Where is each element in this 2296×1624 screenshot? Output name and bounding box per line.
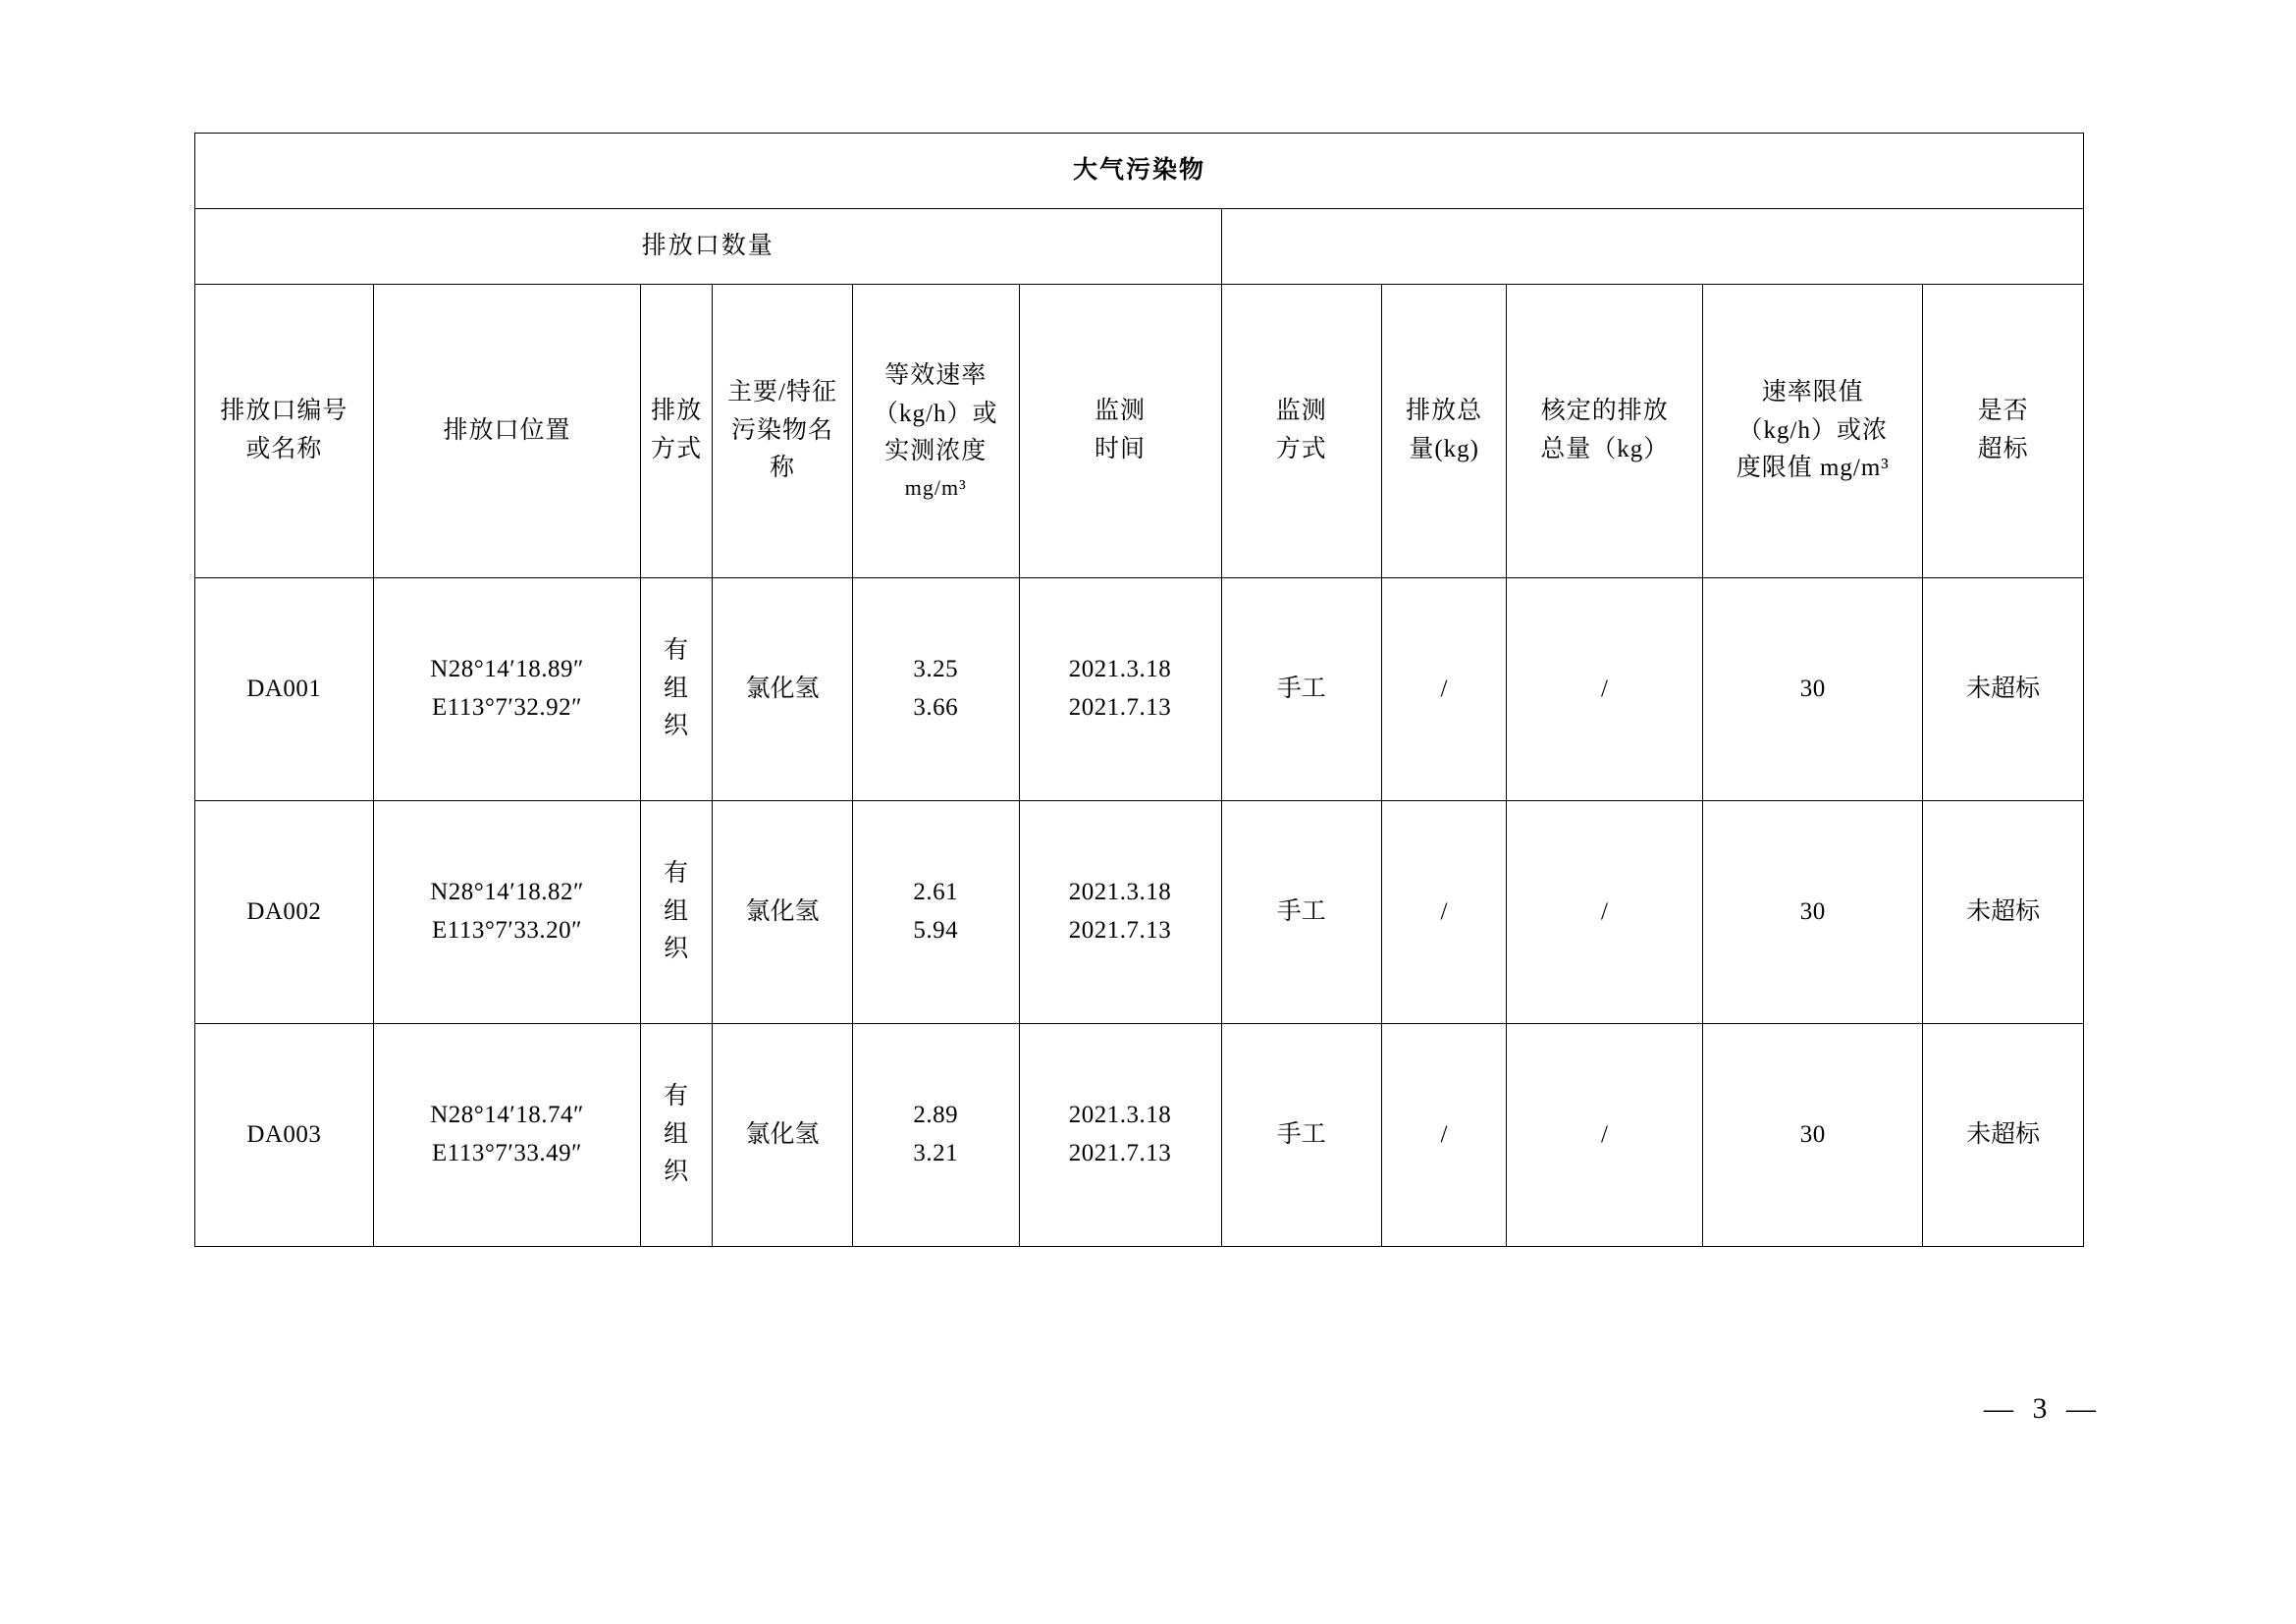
cell-discharge-method: [641, 801, 713, 1024]
header-pollutant-name-line1: 主要/特征: [727, 378, 837, 406]
outlet-count-label: 排放口数量: [195, 209, 1222, 285]
cell-times: [1019, 578, 1221, 801]
cell-value-1: 3.25: [913, 656, 959, 683]
page-number: — 3 —: [1984, 1392, 2102, 1425]
header-approved-total: [1507, 285, 1703, 578]
cell-discharge-method-c1: 有: [664, 636, 690, 664]
cell-pollutant: 氯化氢: [713, 1024, 853, 1247]
cell-limit: 30: [1703, 578, 1923, 801]
cell-pollutant: 氯化氢: [713, 801, 853, 1024]
header-outlet-code-line1: 排放口编号: [220, 398, 348, 425]
header-outlet-code-line2: 或名称: [245, 436, 323, 462]
header-discharge-method-line1: 排放: [651, 398, 703, 425]
header-exceed: [1923, 285, 2084, 578]
cell-value-1: 2.61: [913, 879, 959, 906]
cell-value-1: 2.89: [913, 1102, 959, 1129]
cell-limit: 30: [1703, 801, 1923, 1024]
cell-values: [852, 1024, 1019, 1247]
cell-monitor-method: 手工: [1221, 801, 1382, 1024]
cell-monitor-method: 手工: [1221, 578, 1382, 801]
cell-outlet-code: DA002: [195, 801, 374, 1024]
cell-pollutant: 氯化氢: [713, 578, 853, 801]
cell-exceed: 未超标: [1923, 1024, 2084, 1247]
cell-discharge-method: [641, 578, 713, 801]
header-exceed-line1: 是否: [1977, 398, 2029, 425]
header-monitor-time-line2: 时间: [1095, 436, 1147, 462]
cell-location: [373, 578, 641, 801]
cell-discharge-method-c3: 织: [664, 936, 690, 963]
cell-total: /: [1382, 1024, 1507, 1247]
header-total-discharge-line2: 量(kg): [1409, 436, 1479, 462]
header-total-discharge: [1382, 285, 1507, 578]
cell-exceed: 未超标: [1923, 801, 2084, 1024]
cell-location-lat: N28°14′18.89″: [430, 656, 584, 683]
subtitle-right-blank: [1221, 209, 2083, 285]
cell-value-2: 5.94: [913, 917, 959, 944]
cell-times: [1019, 801, 1221, 1024]
cell-location: [373, 801, 641, 1024]
cell-discharge-method-c2: 组: [664, 1120, 690, 1148]
cell-discharge-method-c3: 织: [664, 713, 690, 740]
cell-discharge-method-c2: 组: [664, 897, 690, 925]
header-pollutant-name-line2: 污染物名: [730, 416, 833, 444]
table-subtitle-row: [195, 209, 2084, 285]
header-rate-unit: mg/m³: [904, 475, 967, 501]
header-monitor-time: [1019, 285, 1221, 578]
header-monitor-method: [1221, 285, 1382, 578]
header-monitor-time-line1: 监测: [1095, 398, 1147, 425]
header-limit-value-line1: 速率限值: [1761, 378, 1864, 406]
cell-location-lon: E113°7′33.20″: [432, 917, 583, 944]
cell-time-2: 2021.7.13: [1068, 1140, 1172, 1166]
cell-values: [852, 801, 1019, 1024]
cell-total: /: [1382, 801, 1507, 1024]
table-title: 大气污染物: [195, 134, 2084, 209]
cell-discharge-method-c2: 组: [664, 675, 690, 702]
header-approved-total-line1: 核定的排放: [1540, 398, 1669, 425]
cell-location-lon: E113°7′32.92″: [432, 694, 583, 721]
header-monitor-method-line1: 监测: [1275, 398, 1327, 425]
cell-location-lon: E113°7′33.49″: [432, 1140, 583, 1166]
cell-location-lat: N28°14′18.74″: [430, 1102, 584, 1129]
cell-approved: /: [1507, 1024, 1703, 1247]
cell-time-2: 2021.7.13: [1068, 694, 1172, 721]
cell-location: [373, 1024, 641, 1247]
header-rate-line1: 等效速率: [884, 361, 988, 389]
header-pollutant-name: [713, 285, 853, 578]
header-limit-value-line3: 度限值 mg/m³: [1735, 455, 1890, 482]
cell-value-2: 3.21: [913, 1140, 959, 1166]
header-monitor-method-line2: 方式: [1275, 436, 1327, 462]
table-header-row: [195, 285, 2084, 578]
header-rate-line3: 实测浓度: [884, 438, 988, 465]
header-outlet-code: [195, 285, 374, 578]
table-row: [195, 1024, 2084, 1247]
cell-times: [1019, 1024, 1221, 1247]
header-outlet-location-line1: 排放口位置: [443, 416, 571, 444]
cell-exceed: 未超标: [1923, 578, 2084, 801]
header-limit-value: [1703, 285, 1923, 578]
table-title-row: [195, 134, 2084, 209]
header-total-discharge-line1: 排放总: [1406, 398, 1483, 425]
header-rate-line2: （kg/h）或: [874, 400, 998, 427]
header-exceed-line2: 超标: [1977, 436, 2029, 462]
cell-approved: /: [1507, 801, 1703, 1024]
cell-discharge-method-c1: 有: [664, 1082, 690, 1110]
cell-location-lat: N28°14′18.82″: [430, 879, 584, 906]
table-row: [195, 801, 2084, 1024]
cell-outlet-code: DA003: [195, 1024, 374, 1247]
cell-time-1: 2021.3.18: [1068, 1102, 1172, 1129]
cell-values: [852, 578, 1019, 801]
header-limit-value-line2: （kg/h）或浓: [1737, 416, 1888, 444]
cell-limit: 30: [1703, 1024, 1923, 1247]
header-discharge-method-line2: 方式: [651, 436, 703, 462]
table-row: [195, 578, 2084, 801]
header-pollutant-name-line3: 称: [769, 455, 795, 482]
air-pollutant-table-container: [194, 133, 2084, 1247]
header-outlet-location: [373, 285, 641, 578]
header-approved-total-line2: 总量（kg）: [1540, 436, 1670, 462]
cell-outlet-code: DA001: [195, 578, 374, 801]
header-discharge-method: [641, 285, 713, 578]
cell-time-1: 2021.3.18: [1068, 879, 1172, 906]
air-pollutant-table: [194, 133, 2084, 1247]
cell-total: /: [1382, 578, 1507, 801]
cell-monitor-method: 手工: [1221, 1024, 1382, 1247]
cell-time-1: 2021.3.18: [1068, 656, 1172, 683]
cell-discharge-method-c1: 有: [664, 859, 690, 887]
cell-discharge-method: [641, 1024, 713, 1247]
cell-discharge-method-c3: 织: [664, 1159, 690, 1186]
cell-value-2: 3.66: [913, 694, 959, 721]
header-rate-concentration: [852, 285, 1019, 578]
cell-approved: /: [1507, 578, 1703, 801]
cell-time-2: 2021.7.13: [1068, 917, 1172, 944]
